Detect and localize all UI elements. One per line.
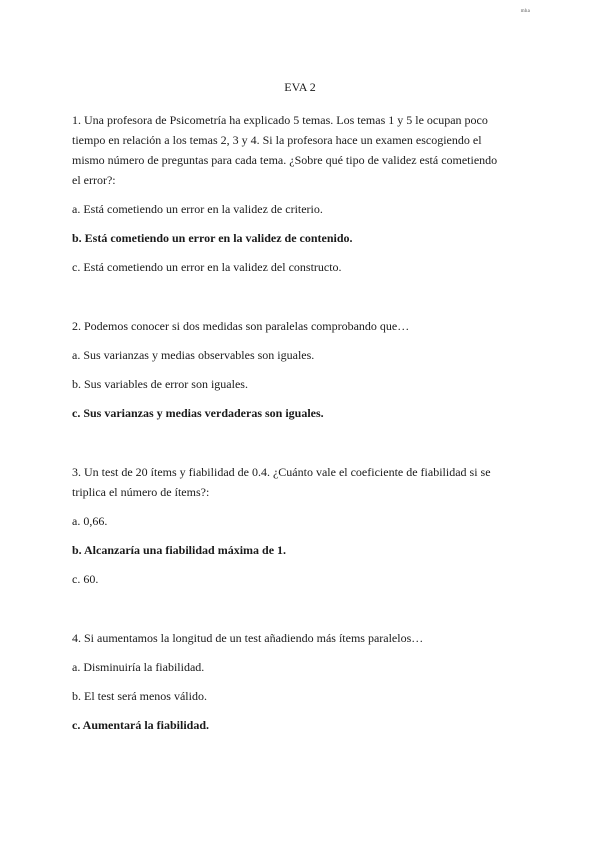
- spacer: [72, 598, 502, 628]
- answer-option-correct: b. Alcanzaría una fiabilidad máxima de 1.: [72, 543, 287, 557]
- spacer: [72, 432, 502, 462]
- answer-option: a. Sus varianzas y medias observables son iguales.: [72, 348, 315, 362]
- answer-option: c. 60.: [72, 572, 99, 586]
- answer-option: a. Está cometiendo un error en la validez de criterio.: [72, 202, 323, 216]
- page-title: EVA 2: [284, 80, 316, 94]
- question-block-4: [72, 628, 502, 735]
- question-text: 2. Podemos conocer si dos medidas son paralelas comprobando que…: [72, 319, 410, 333]
- question-block-3: [72, 462, 502, 589]
- header-mark: mha: [520, 9, 530, 14]
- answer-option: a. Disminuiría la fiabilidad.: [72, 660, 205, 674]
- question-text: 3. Un test de 20 ítems y fiabilidad de 0.4. ¿Cuánto vale el coeficiente de fiabilidad si se triplica el número de ítems?:: [72, 465, 491, 499]
- spacer: [72, 286, 502, 316]
- answer-option-correct: b. Está cometiendo un error en la validez de contenido.: [72, 231, 353, 245]
- question-text: 4. Si aumentamos la longitud de un test añadiendo más ítems paralelos…: [72, 631, 424, 645]
- question-block-2: [72, 316, 502, 423]
- answer-option: a. 0,66.: [72, 514, 108, 528]
- answer-option: b. Sus variables de error son iguales.: [72, 377, 248, 391]
- question-block-1: [72, 110, 502, 277]
- question-text: 1. Una profesora de Psicometría ha explicado 5 temas. Los temas 1 y 5 le ocupan poco tiempo en relación a los temas 2, 3 y 4. Si la profesora hace un examen escogiendo el mismo número de preguntas para cada tema. ¿Sobre qué tipo de validez está cometiendo el error?:: [72, 113, 498, 187]
- answer-option-correct: c. Aumentará la fiabilidad.: [72, 718, 210, 732]
- answer-option: b. El test será menos válido.: [72, 689, 207, 703]
- answer-option: c. Está cometiendo un error en la validez del constructo.: [72, 260, 342, 274]
- answer-option-correct: c. Sus varianzas y medias verdaderas son iguales.: [72, 406, 324, 420]
- question-list: [72, 110, 502, 744]
